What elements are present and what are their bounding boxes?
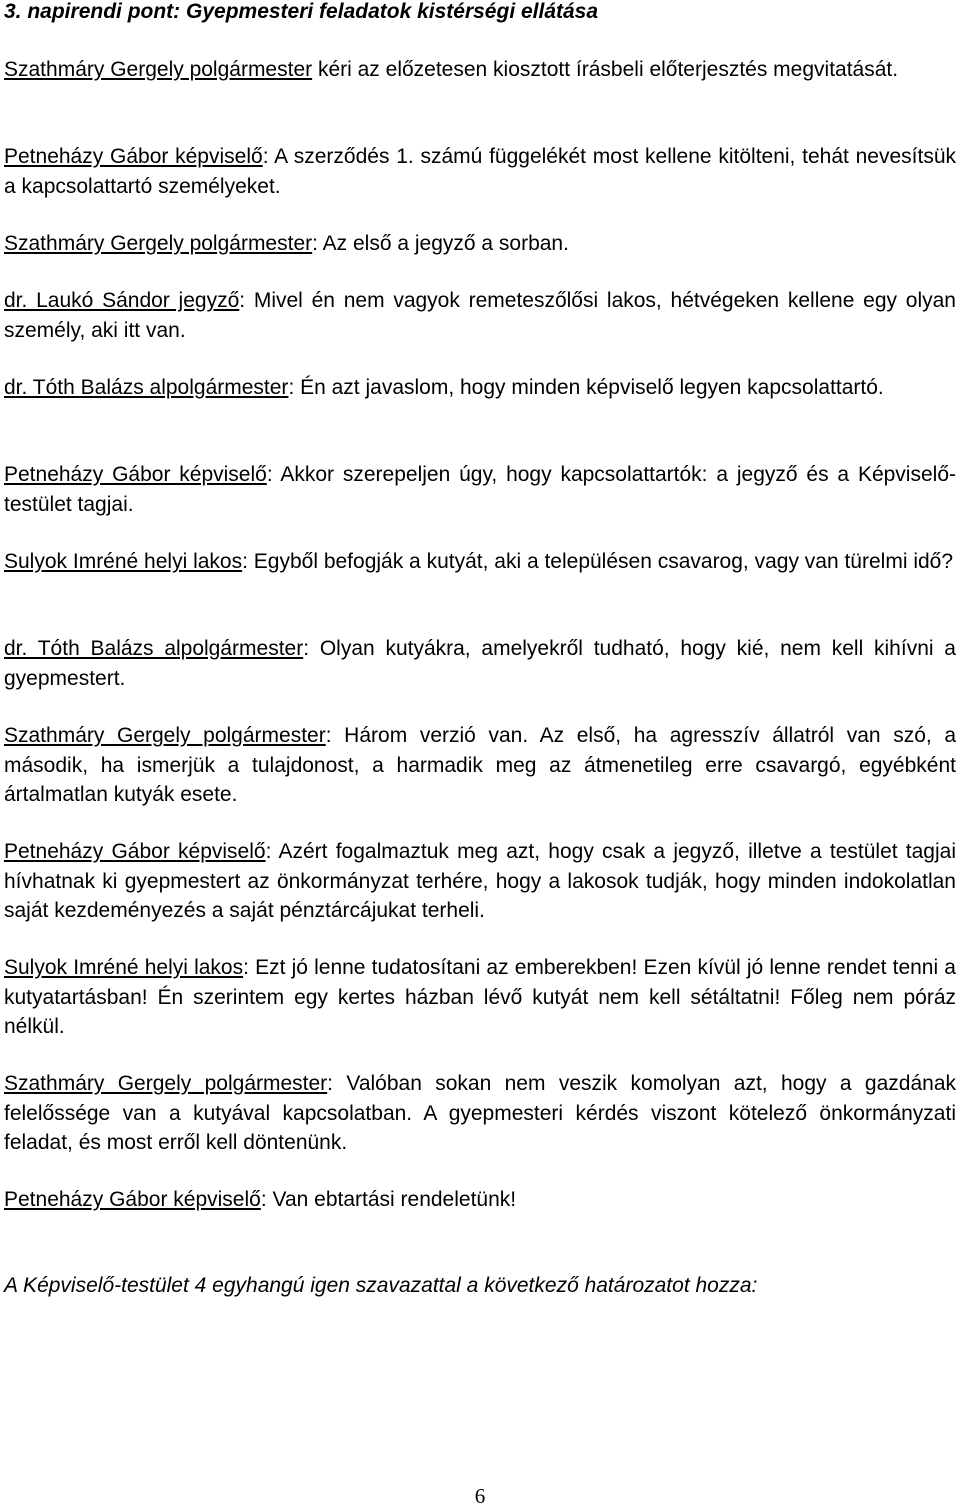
speaker-name: Szathmáry Gergely polgármester <box>4 1072 328 1095</box>
paragraph-text: : Van ebtartási rendeletünk! <box>260 1188 517 1211</box>
paragraph <box>4 55 956 85</box>
paragraph <box>4 547 956 577</box>
paragraph-text: : Akkor szerepeljen úgy, hogy kapcsolattartók: a jegyző és a Képviselő-testület tagjai. <box>4 463 956 516</box>
paragraph <box>4 837 956 926</box>
speaker-name: dr. Tóth Balázs alpolgármester <box>4 376 289 399</box>
paragraph <box>4 953 956 1042</box>
speaker-name: Petneházy Gábor képviselő <box>4 840 266 863</box>
agenda-heading: 3. napirendi pont: Gyepmesteri feladatok kistérségi ellátása <box>4 0 599 23</box>
paragraph <box>4 460 956 519</box>
speaker-name: Szathmáry Gergely polgármester <box>4 58 313 81</box>
paragraph <box>4 373 956 403</box>
paragraph <box>4 142 956 201</box>
paragraph-text: : A szerződés 1. számú függelékét most kellene kitölteni, tehát nevesítsük a kapcsolattartó személyeket. <box>4 145 956 198</box>
speaker-name: Sulyok Imréné helyi lakos <box>4 956 244 979</box>
paragraph-text: : Olyan kutyákra, amelyekről tudható, hogy kié, nem kell kihívni a gyepmestert. <box>4 637 956 690</box>
speaker-name: dr. Tóth Balázs alpolgármester <box>4 637 304 660</box>
paragraph <box>4 286 956 345</box>
paragraph-text: : Én azt javaslom, hogy minden képviselő legyen kapcsolattartó. <box>288 376 884 399</box>
paragraph-text: : Ezt jó lenne tudatosítani az emberekben! Ezen kívül jó lenne rendet tenni a kutyatartásban! Én szerintem egy kertes házban lévő kutyát nem kell sétáltatni! Főleg nem póráz nélkül. <box>4 956 956 1038</box>
paragraph-text: : Az első a jegyző a sorban. <box>312 232 569 255</box>
page-number: 6 <box>474 1484 486 1508</box>
speaker-name: Szathmáry Gergely polgármester <box>4 232 313 255</box>
paragraph-text: : Azért fogalmaztuk meg azt, hogy csak a jegyző, illetve a testület tagjai hívhatnak ki gyepmestert az önkormányzat terhére, hogy a lakosok tudják, hogy minden indokolatlan saját kezdeményezés a saját pénztárcájukat terheli. <box>4 840 956 922</box>
speaker-name: Petneházy Gábor képviselő <box>4 1188 261 1211</box>
paragraph <box>4 1185 956 1215</box>
speaker-name: Petneházy Gábor képviselő <box>4 145 263 168</box>
paragraph-text: kéri az előzetesen kiosztott írásbeli előterjesztés megvitatását. <box>312 58 899 81</box>
paragraph-text: : Egyből befogják a kutyát, aki a településen csavarog, vagy van türelmi idő? <box>242 550 954 573</box>
speaker-name: Sulyok Imréné helyi lakos <box>4 550 243 573</box>
paragraph-text: : Valóban sokan nem veszik komolyan azt, hogy a gazdának felelőssége van a kutyával kapcsolatban. A gyepmesteri kérdés viszont kötelező önkormányzati feladat, és most erről kell döntenünk. <box>4 1072 956 1154</box>
paragraph-text: : Három verzió van. Az első, ha agresszív állatról van szó, a második, ha ismerjük a tulajdonost, a harmadik meg az átmenetileg erre csavargó, egyébként ártalmatlan kutyák esete. <box>4 724 957 806</box>
speaker-name: dr. Laukó Sándor jegyző <box>4 289 240 312</box>
paragraph <box>4 1069 956 1158</box>
speaker-name: Szathmáry Gergely polgármester <box>4 724 326 747</box>
speaker-name: Petneházy Gábor képviselő <box>4 463 267 486</box>
paragraph <box>4 229 956 259</box>
paragraph <box>4 634 956 693</box>
paragraph-text: : Mivel én nem vagyok remeteszőlősi lakos, hétvégeken kellene egy olyan személy, aki itt van. <box>4 289 956 342</box>
resolution-line: A Képviselő-testület 4 egyhangú igen szavazattal a következő határozatot hozza: <box>4 1274 758 1297</box>
paragraph <box>4 721 956 810</box>
